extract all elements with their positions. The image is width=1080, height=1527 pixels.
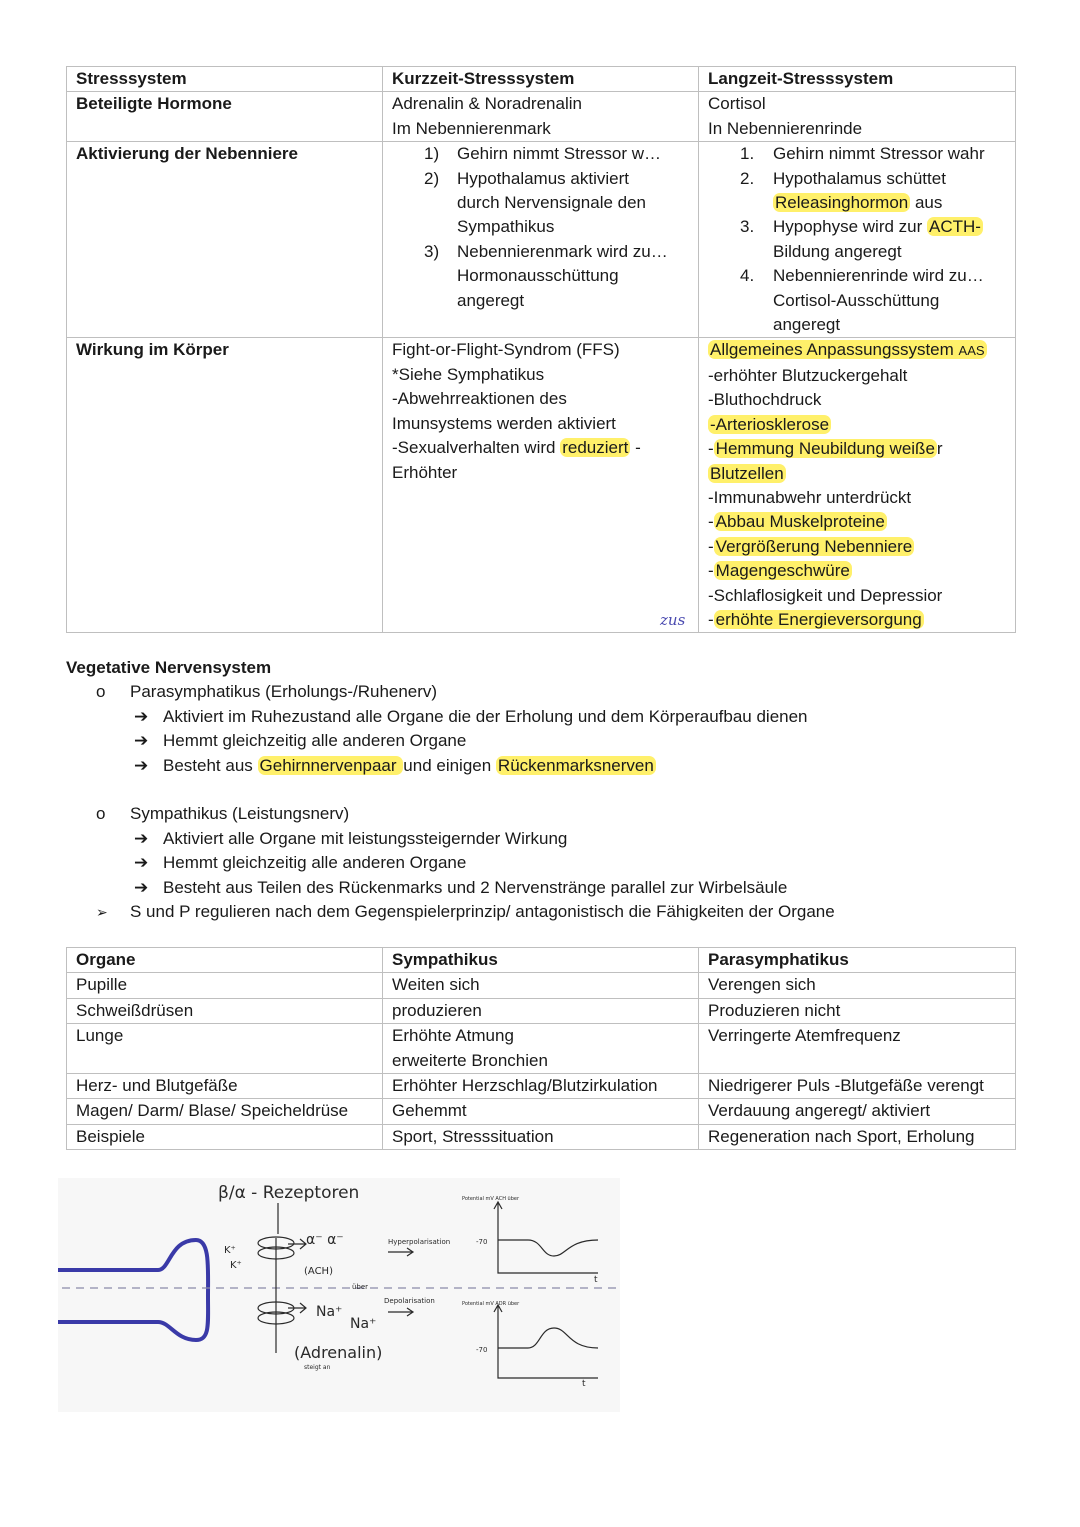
table-row bbox=[67, 1074, 1016, 1099]
step-item bbox=[708, 215, 1006, 264]
cell-line: -Schlaflosigkeit und Depressior bbox=[708, 585, 943, 605]
adrenalin-label: (Adrenalin) bbox=[294, 1343, 383, 1362]
graph-axes-icon bbox=[494, 1305, 598, 1378]
step-line: Hypothalamus schüttet bbox=[773, 168, 946, 188]
conclusion-text: S und P regulieren nach dem Gegenspielerprinzip/ antagonistisch die Fähigkeiten der Organe bbox=[130, 901, 835, 921]
sym-cell: Weiten sich bbox=[383, 973, 699, 998]
step-line: angeregt bbox=[773, 315, 841, 335]
text-run: Besteht aus bbox=[163, 755, 258, 775]
bullet-circle: o bbox=[96, 682, 106, 702]
para-cell: Verdauung angeregt/ aktiviert bbox=[699, 1099, 1016, 1124]
short-activation-cell bbox=[383, 142, 699, 338]
stress-table bbox=[66, 66, 1016, 633]
para-title: Parasymphatikus (Erholungs-/Ruhenerv) bbox=[130, 682, 438, 702]
cell-line bbox=[708, 608, 1006, 632]
short-steps-list bbox=[392, 142, 689, 313]
k-ion-label: K⁺ bbox=[224, 1245, 236, 1256]
depolarisation-label: Depolarisation bbox=[384, 1297, 435, 1305]
sym-point bbox=[66, 851, 1026, 875]
graph-axis-label: Potential mV ADR über bbox=[462, 1301, 520, 1307]
highlight: Blutzellen bbox=[710, 463, 784, 483]
cell-line: -erhöhter Blutzuckergehalt bbox=[708, 365, 908, 385]
step-line: Nebennierenmark wird zu… bbox=[457, 241, 668, 261]
time-axis-label: t bbox=[582, 1379, 586, 1389]
cell-line bbox=[708, 535, 1006, 559]
spacer bbox=[66, 778, 1026, 802]
sym-title: Sympathikus (Leistungsnerv) bbox=[130, 804, 350, 824]
axon-terminal bbox=[58, 1240, 208, 1340]
sketch-labels bbox=[218, 1183, 598, 1389]
arrow-icon bbox=[388, 1308, 413, 1316]
graph-value-label: -70 bbox=[476, 1346, 488, 1354]
na-ion-label: Na⁺ bbox=[350, 1316, 377, 1332]
vegetative-section bbox=[66, 656, 1026, 924]
point-text: Aktiviert im Ruhezustand alle Organe die der Erholung und dem Körperaufbau dienen bbox=[163, 706, 808, 726]
arrow-icon: ➔ bbox=[134, 731, 149, 751]
step-number: 3. bbox=[740, 217, 755, 237]
table-row bbox=[67, 1124, 1016, 1149]
conclusion-row bbox=[66, 900, 1026, 924]
para-cell: Verengen sich bbox=[699, 973, 1016, 998]
highlight: erhöhte Energieversorgung bbox=[715, 609, 922, 629]
text-run: Hypophyse wird zur bbox=[773, 217, 928, 237]
row-label: Beteiligte Hormone bbox=[67, 92, 383, 142]
sym-cell bbox=[383, 1024, 699, 1074]
para-cell: Niedrigerer Puls -Blutgefäße verengt bbox=[699, 1074, 1016, 1099]
step-line: Hypothalamus aktiviert bbox=[457, 168, 629, 188]
organ-cell: Lunge bbox=[67, 1024, 383, 1074]
text-run: - bbox=[708, 512, 714, 532]
step-number: 3) bbox=[424, 241, 440, 261]
text-run: - bbox=[708, 561, 714, 581]
arrow-icon: ➔ bbox=[134, 706, 149, 726]
step-line: angeregt bbox=[457, 290, 525, 310]
header-cell: Kurzzeit-Stresssystem bbox=[383, 67, 699, 92]
para-point bbox=[66, 754, 1026, 778]
point-text bbox=[163, 754, 656, 778]
step-item bbox=[392, 167, 689, 240]
step-item bbox=[708, 142, 1006, 166]
graph-axis-label: Potential mV ACH über bbox=[462, 1196, 520, 1202]
arrow-icon: ➔ bbox=[134, 755, 149, 775]
arrow-icon: ➔ bbox=[134, 828, 149, 848]
cell-line: erweiterte Bronchien bbox=[392, 1050, 548, 1070]
cell-line bbox=[708, 413, 1006, 437]
para-cell: Produzieren nicht bbox=[699, 998, 1016, 1023]
cell-line bbox=[708, 510, 1006, 534]
sym-cell: produzieren bbox=[383, 998, 699, 1023]
na-ion-label: Na⁺ bbox=[316, 1304, 343, 1320]
ach-label: (ACH) bbox=[304, 1266, 333, 1277]
long-hormones-cell bbox=[699, 92, 1016, 142]
cell-line: Cortisol bbox=[708, 94, 766, 114]
cell-line bbox=[708, 462, 1006, 486]
row-label: Wirkung im Körper bbox=[67, 338, 383, 633]
step-item bbox=[392, 142, 689, 166]
point-text: Aktiviert alle Organe mit leistungssteigernder Wirkung bbox=[163, 828, 568, 848]
synapse-outline bbox=[58, 1240, 208, 1340]
step-number: 2. bbox=[740, 168, 755, 188]
cell-line: -Abwehrreaktionen des bbox=[392, 389, 567, 409]
step-line: Sympathikus bbox=[457, 217, 555, 237]
effect-row bbox=[67, 338, 1016, 633]
step-line: durch Nervensignale den bbox=[457, 193, 647, 213]
graph-value-label: -70 bbox=[476, 1238, 488, 1246]
para-point bbox=[66, 729, 1026, 753]
text-run: und einigen bbox=[403, 755, 496, 775]
step-number: 2) bbox=[424, 168, 440, 188]
cell-line: In Nebennierenrinde bbox=[708, 118, 863, 138]
header-cell: Langzeit-Stresssystem bbox=[699, 67, 1016, 92]
abbreviation: AAS bbox=[958, 343, 985, 359]
sketch-svg bbox=[58, 1178, 620, 1412]
header-cell: Stresssystem bbox=[67, 67, 383, 92]
highlight: Releasinghormon bbox=[775, 193, 909, 213]
sym-title-row bbox=[66, 802, 1026, 826]
step-line: Gehirn nimmt Stressor w… bbox=[457, 144, 662, 164]
table-row bbox=[67, 1099, 1016, 1124]
organ-cell: Pupille bbox=[67, 973, 383, 998]
sym-point bbox=[66, 827, 1026, 851]
highlight: -Arteriosklerose bbox=[710, 414, 830, 434]
text-run: aus bbox=[910, 193, 943, 213]
organ-cell: Schweißdrüsen bbox=[67, 998, 383, 1023]
table-row bbox=[67, 973, 1016, 998]
point-text: Hemmt gleichzeitig alle anderen Organe bbox=[163, 853, 467, 873]
text-run: - bbox=[630, 438, 641, 458]
header-cell: Organe bbox=[67, 948, 383, 973]
cell-line bbox=[708, 437, 1006, 461]
bullet-circle: o bbox=[96, 804, 106, 824]
highlight: ACTH- bbox=[929, 217, 981, 237]
sym-point bbox=[66, 876, 1026, 900]
cell-line: -Bluthochdruck bbox=[708, 390, 822, 410]
cell-line bbox=[708, 338, 1006, 363]
triangle-arrow-icon: ➢ bbox=[96, 903, 108, 920]
para-title-row bbox=[66, 680, 1026, 704]
alpha-label: α⁻ α⁻ bbox=[306, 1232, 344, 1248]
adrenalin-sub-label: steigt an bbox=[304, 1364, 331, 1371]
arrow-icon: ➔ bbox=[134, 853, 149, 873]
long-steps-list bbox=[708, 142, 1006, 337]
highlight: Hemmung Neubildung weiße bbox=[715, 439, 935, 459]
header-cell: Parasymphatikus bbox=[699, 948, 1016, 973]
para-cell: Regeneration nach Sport, Erholung bbox=[699, 1124, 1016, 1149]
header-cell: Sympathikus bbox=[383, 948, 699, 973]
cell-line: *Siehe Symphatikus bbox=[392, 364, 545, 384]
short-hormones-cell bbox=[383, 92, 699, 142]
over-label: über bbox=[352, 1283, 369, 1291]
step-item bbox=[708, 167, 1006, 216]
long-effect-cell bbox=[699, 338, 1016, 633]
cell-line: Fight-or-Flight-Syndrom (FFS) bbox=[392, 340, 620, 360]
text-run: - bbox=[708, 536, 714, 556]
step-item bbox=[708, 264, 1006, 337]
hyperpolarisation-label: Hyperpolarisation bbox=[388, 1238, 451, 1246]
highlight: Abbau Muskelproteine bbox=[715, 512, 885, 532]
arrow-icon bbox=[288, 1239, 306, 1249]
organ-cell: Beispiele bbox=[67, 1124, 383, 1149]
hyperpolarisation-curve bbox=[498, 1240, 598, 1256]
row-label: Aktivierung der Nebenniere bbox=[67, 142, 383, 338]
cell-line: -Immunabwehr unterdrückt bbox=[708, 487, 912, 507]
step-line bbox=[773, 191, 1006, 215]
step-line: Bildung angeregt bbox=[773, 241, 902, 261]
step-item bbox=[392, 240, 689, 313]
step-line: Cortisol-Ausschüttung bbox=[773, 290, 940, 310]
organ-cell: Herz- und Blutgefäße bbox=[67, 1074, 383, 1099]
table-row bbox=[67, 998, 1016, 1023]
sym-cell: Gehemmt bbox=[383, 1099, 699, 1124]
highlight: Rückenmarksnerven bbox=[497, 755, 654, 775]
point-text: Hemmt gleichzeitig alle anderen Organe bbox=[163, 731, 467, 751]
para-point bbox=[66, 705, 1026, 729]
cell-line: Erhöhte Atmung bbox=[392, 1026, 514, 1046]
sketch-title: β/α - Rezeptoren bbox=[218, 1183, 360, 1203]
graph-axes-icon bbox=[494, 1202, 598, 1273]
table-row bbox=[67, 1024, 1016, 1074]
highlight: Magengeschwüre bbox=[715, 561, 850, 581]
point-text: Besteht aus Teilen des Rückenmarks und 2 Nervenstränge parallel zur Wirbelsäule bbox=[163, 877, 788, 897]
sym-cell: Sport, Stresssituation bbox=[383, 1124, 699, 1149]
step-number: 1. bbox=[740, 144, 755, 164]
cell-line bbox=[708, 559, 1006, 583]
organ-cell: Magen/ Darm/ Blase/ Speicheldrüse bbox=[67, 1099, 383, 1124]
highlight bbox=[708, 340, 987, 359]
step-line: Hormonausschüttung bbox=[457, 266, 619, 286]
stress-table-header-row bbox=[67, 67, 1016, 92]
arrow-icon: ➔ bbox=[134, 877, 149, 897]
receptor-sketch bbox=[58, 1178, 620, 1412]
step-number: 4. bbox=[740, 266, 755, 286]
k-ion-label: K⁺ bbox=[230, 1260, 242, 1271]
step-number: 1) bbox=[424, 144, 440, 164]
organ-table-header-row bbox=[67, 948, 1016, 973]
activation-row bbox=[67, 142, 1016, 338]
highlight: Gehirnnervenpaar bbox=[259, 755, 402, 775]
organ-table bbox=[66, 947, 1016, 1150]
cell-line: Adrenalin & Noradrenalin bbox=[392, 94, 582, 114]
text-run: - bbox=[708, 609, 714, 629]
step-line: Gehirn nimmt Stressor wahr bbox=[773, 144, 985, 164]
cell-line: Erhöhter bbox=[392, 462, 458, 482]
text-run: Allgemeines Anpassungssystem bbox=[710, 340, 959, 360]
highlight: Vergrößerung Nebenniere bbox=[715, 536, 913, 556]
arrow-icon bbox=[388, 1248, 413, 1256]
text-run: r bbox=[936, 439, 943, 459]
section-title: Vegetative Nervensystem bbox=[66, 658, 272, 677]
hormones-row bbox=[67, 92, 1016, 142]
cell-line bbox=[392, 436, 689, 460]
para-cell: Verringerte Atemfrequenz bbox=[699, 1024, 1016, 1074]
cell-line: Im Nebennierenmark bbox=[392, 118, 551, 138]
cell-line: Imunsystems werden aktiviert bbox=[392, 413, 616, 433]
highlight: reduziert bbox=[562, 438, 629, 458]
handwritten-note: zus bbox=[660, 611, 686, 629]
time-axis-label: t bbox=[594, 1275, 598, 1285]
sym-cell: Erhöhter Herzschlag/Blutzirkulation bbox=[383, 1074, 699, 1099]
step-line bbox=[773, 215, 1006, 239]
short-effect-cell bbox=[383, 338, 699, 633]
depolarisation-curve bbox=[498, 1328, 598, 1348]
text-run: - bbox=[708, 439, 714, 459]
step-line: Nebennierenrinde wird zu… bbox=[773, 266, 984, 286]
long-activation-cell bbox=[699, 142, 1016, 338]
text-run: -Sexualverhalten wird bbox=[392, 438, 561, 458]
